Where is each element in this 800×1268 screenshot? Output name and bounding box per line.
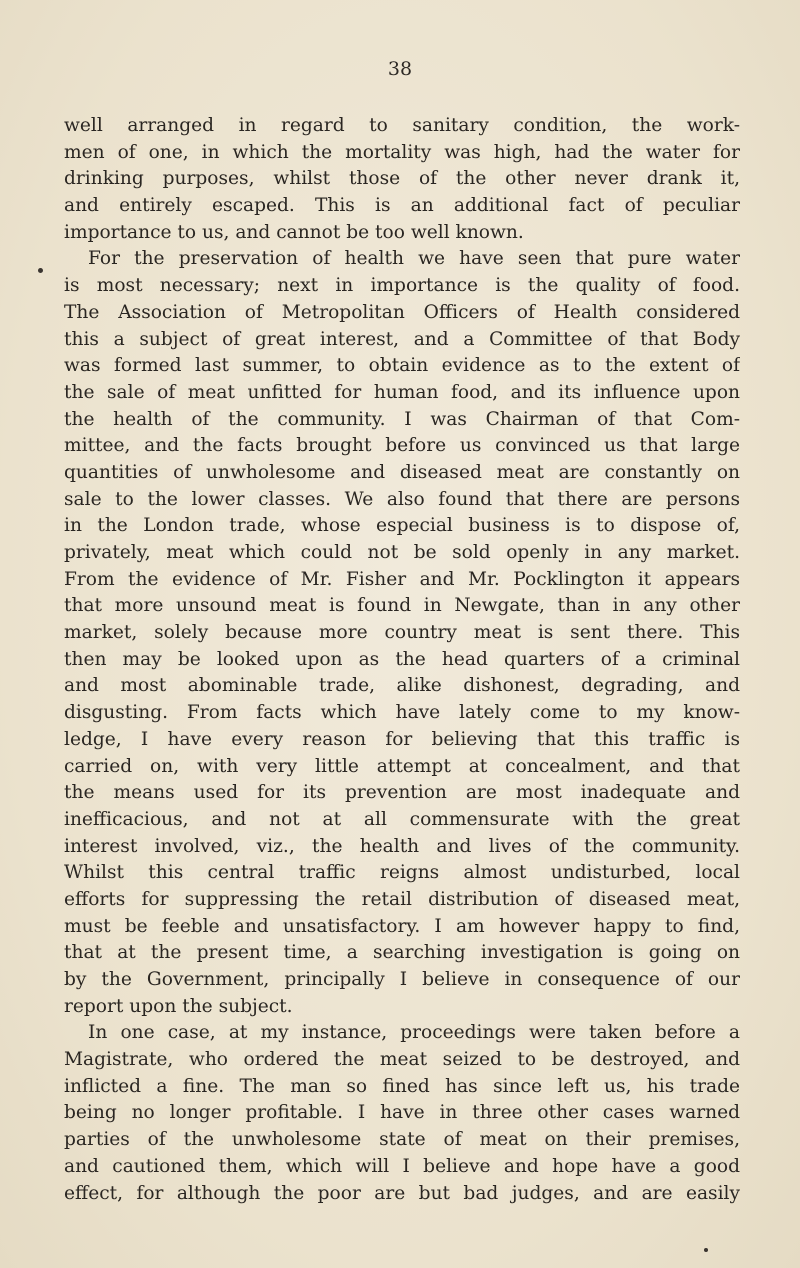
text-line: privately, meat which could not be sold openly in any market.: [64, 542, 740, 563]
paragraph-1: [64, 113, 740, 246]
paragraph-2: [64, 246, 740, 1020]
text-line: the health of the community. I was Chairman of that Com-: [64, 408, 740, 430]
text-line: efforts for suppressing the retail distribution of diseased meat,: [64, 888, 740, 910]
text-line: well arranged in regard to sanitary condition, the work-: [64, 115, 740, 136]
text-line: parties of the unwholesome state of meat on their premises,: [64, 1129, 740, 1151]
text-line: carried on, with very little attempt at concealment, and that: [64, 755, 740, 777]
page-number: 38: [387, 58, 413, 80]
text-line: Whilst this central traffic reigns almost undisturbed, local: [64, 862, 740, 884]
text-line: sale to the lower classes. We also found that there are persons: [64, 488, 740, 510]
text-line: men of one, in which the mortality was high, had the water for: [64, 141, 740, 163]
text-line: and entirely escaped. This is an additional fact of peculiar: [64, 195, 740, 217]
text-line: In one case, at my instance, proceedings were taken before a: [88, 1022, 740, 1044]
text-line: The Association of Metropolitan Officers of Health considered: [64, 301, 740, 323]
text-line: and cautioned them, which will I believe and hope have a good: [64, 1155, 740, 1177]
text-line: inefficacious, and not at all commensurate with the great: [64, 808, 740, 830]
text-line: market, solely because more country meat is sent there. This: [64, 622, 740, 644]
text-line: the means used for its prevention are most inadequate and: [64, 782, 740, 804]
text-line: being no longer profitable. I have in three other cases warned: [64, 1102, 740, 1124]
text-line: disgusting. From facts which have lately come to my know-: [64, 702, 740, 724]
printer-mark: [704, 1248, 708, 1252]
text-line: importance to us, and cannot be too well known.: [64, 221, 524, 243]
margin-mark: [38, 268, 43, 273]
body-text: [64, 113, 740, 1207]
text-line: mittee, and the facts brought before us convinced us that large: [64, 435, 740, 457]
text-line: is most necessary; next in importance is the quality of food.: [64, 275, 740, 297]
text-line: interest involved, viz., the health and lives of the community.: [64, 835, 740, 857]
text-line: ledge, I have every reason for believing that this traffic is: [64, 728, 740, 750]
text-line: the sale of meat unfitted for human food, and its influence upon: [64, 381, 740, 403]
text-line: inflicted a fine. The man so fined has since left us, his trade: [64, 1075, 740, 1097]
text-line: this a subject of great interest, and a Committee of that Body: [64, 328, 740, 350]
text-line: in the London trade, whose especial business is to dispose of,: [64, 515, 740, 537]
text-line: From the evidence of Mr. Fisher and Mr. Pocklington it appears: [64, 568, 740, 590]
text-line: then may be looked upon as the head quarters of a criminal: [64, 648, 740, 670]
paragraph-3: [64, 1020, 740, 1207]
text-line: Magistrate, who ordered the meat seized to be destroyed, and: [64, 1049, 740, 1071]
text-line: quantities of unwholesome and diseased meat are constantly on: [64, 461, 740, 483]
text-line: effect, for although the poor are but bad judges, and are easily: [64, 1182, 740, 1204]
text-line: report upon the subject.: [64, 995, 293, 1017]
text-line: that at the present time, a searching investigation is going on: [64, 942, 740, 964]
text-line: and most abominable trade, alike dishonest, degrading, and: [64, 675, 740, 697]
text-line: must be feeble and unsatisfactory. I am however happy to find,: [64, 915, 740, 937]
text-line: by the Government, principally I believe in consequence of our: [64, 969, 740, 990]
text-line: drinking purposes, whilst those of the other never drank it,: [64, 168, 740, 190]
text-line: For the preservation of health we have seen that pure water: [88, 248, 740, 270]
text-line: was formed last summer, to obtain evidence as to the extent of: [64, 355, 740, 377]
text-line: that more unsound meat is found in Newgate, than in any other: [64, 595, 740, 617]
